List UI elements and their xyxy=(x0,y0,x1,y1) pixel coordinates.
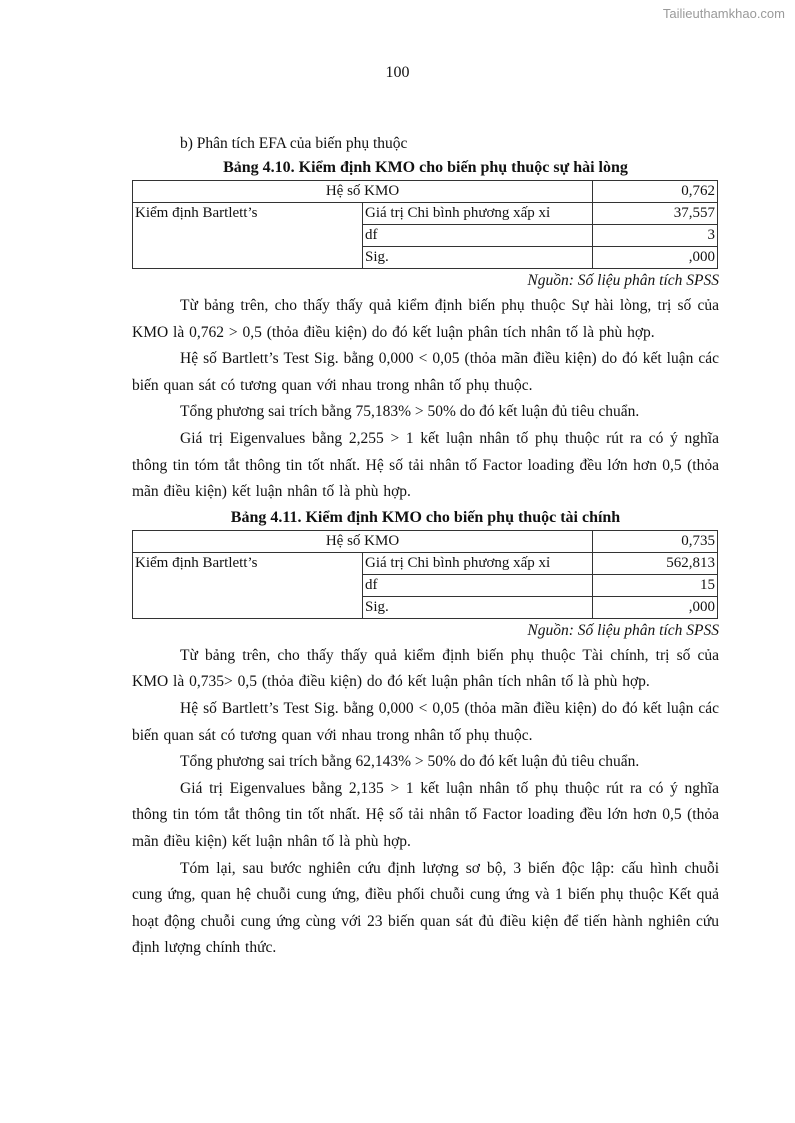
page-number: 100 xyxy=(385,64,410,81)
kmo-label: Hệ số KMO xyxy=(133,181,593,203)
paragraph: Giá trị Eigenvalues bằng 2,255 > 1 kết luận nhân tố phụ thuộc rút ra có ý nghĩa thông tin tóm tắt thông tin tốt nhất. Hệ số tải nhân tố Factor loading đều lớn hơn 0,5 (thỏa mãn điều kiện) kết luận nhân tố là phù hợp. xyxy=(132,429,719,501)
table-row xyxy=(133,181,718,203)
table-source: Nguồn: Số liệu phân tích SPSS xyxy=(527,621,719,639)
bartlett-label: Kiểm định Bartlett’s xyxy=(133,203,363,269)
row-value: 15 xyxy=(593,574,718,596)
paragraph: Từ bảng trên, cho thấy thấy quả kiểm định biến phụ thuộc Tài chính, trị số của KMO là 0,735> 0,5 (thỏa điều kiện) do đó kết luận phân tích nhân tố là phù hợp. xyxy=(132,646,719,691)
row-value: 3 xyxy=(593,225,718,247)
row-value: ,000 xyxy=(593,596,718,618)
document-body xyxy=(132,132,719,962)
bartlett-label: Kiểm định Bartlett’s xyxy=(133,552,363,618)
row-label: Giá trị Chi bình phương xấp xỉ xyxy=(363,203,593,225)
kmo-label: Hệ số KMO xyxy=(133,530,593,552)
row-label: df xyxy=(363,574,593,596)
table-source: Nguồn: Số liệu phân tích SPSS xyxy=(527,272,719,289)
table-title: Bảng 4.10. Kiểm định KMO cho biến phụ thuộc sự hài lòng xyxy=(223,159,628,176)
table-row xyxy=(133,203,718,225)
paragraph: Tổng phương sai trích bằng 62,143% > 50% do đó kết luận đủ tiêu chuẩn. xyxy=(180,753,640,771)
row-value: ,000 xyxy=(593,247,718,269)
paragraph: Tổng phương sai trích bằng 75,183% > 50% do đó kết luận đủ tiêu chuẩn. xyxy=(180,403,640,421)
row-label: Giá trị Chi bình phương xấp xỉ xyxy=(363,552,593,574)
paragraph: Hệ số Bartlett’s Test Sig. bằng 0,000 < 0,05 (thỏa mãn điều kiện) do đó kết luận các biến quan sát có tương quan với nhau trong nhân tố phụ thuộc. xyxy=(132,350,719,394)
kmo-table xyxy=(132,530,718,619)
row-value: 562,813 xyxy=(593,552,718,574)
paragraph: Tóm lại, sau bước nghiên cứu định lượng sơ bộ, 3 biến độc lập: cấu hình chuỗi cung ứng, quan hệ chuỗi cung ứng, điều phối chuỗi cung ứng và 1 biến phụ thuộc Kết quả hoạt động chuỗi cung ứng cùng với 23 biến quan sát đủ điều kiện để tiến hành nghiên cứu định lượng chính thức. xyxy=(132,859,719,957)
table-row xyxy=(133,552,718,574)
kmo-table xyxy=(132,180,718,269)
table-row xyxy=(133,530,718,552)
paragraph: Từ bảng trên, cho thấy thấy quả kiểm định biến phụ thuộc Sự hài lòng, trị số của KMO là 0,762 > 0,5 (thỏa điều kiện) do đó kết luận phân tích nhân tố là phù hợp. xyxy=(132,297,719,341)
paragraph: Hệ số Bartlett’s Test Sig. bằng 0,000 < 0,05 (thỏa mãn điều kiện) do đó kết luận các biến quan sát có tương quan với nhau trong nhân tố phụ thuộc. xyxy=(132,699,719,744)
table-title: Bảng 4.11. Kiểm định KMO cho biến phụ thuộc tài chính xyxy=(230,508,621,526)
watermark: Tailieuthamkhao.com xyxy=(662,6,785,21)
section-heading: b) Phân tích EFA của biến phụ thuộc xyxy=(180,135,408,152)
row-label: df xyxy=(363,225,593,247)
paragraph: Giá trị Eigenvalues bằng 2,135 > 1 kết luận nhân tố phụ thuộc rút ra có ý nghĩa thông tin tóm tắt thông tin tốt nhất. Hệ số tải nhân tố Factor loading đều lớn hơn 0,5 (thỏa mãn điều kiện) kết luận nhân tố là phù hợp. xyxy=(132,779,719,850)
row-label: Sig. xyxy=(363,596,593,618)
kmo-value: 0,762 xyxy=(593,181,718,203)
row-value: 37,557 xyxy=(593,203,718,225)
kmo-value: 0,735 xyxy=(593,530,718,552)
row-label: Sig. xyxy=(363,247,593,269)
